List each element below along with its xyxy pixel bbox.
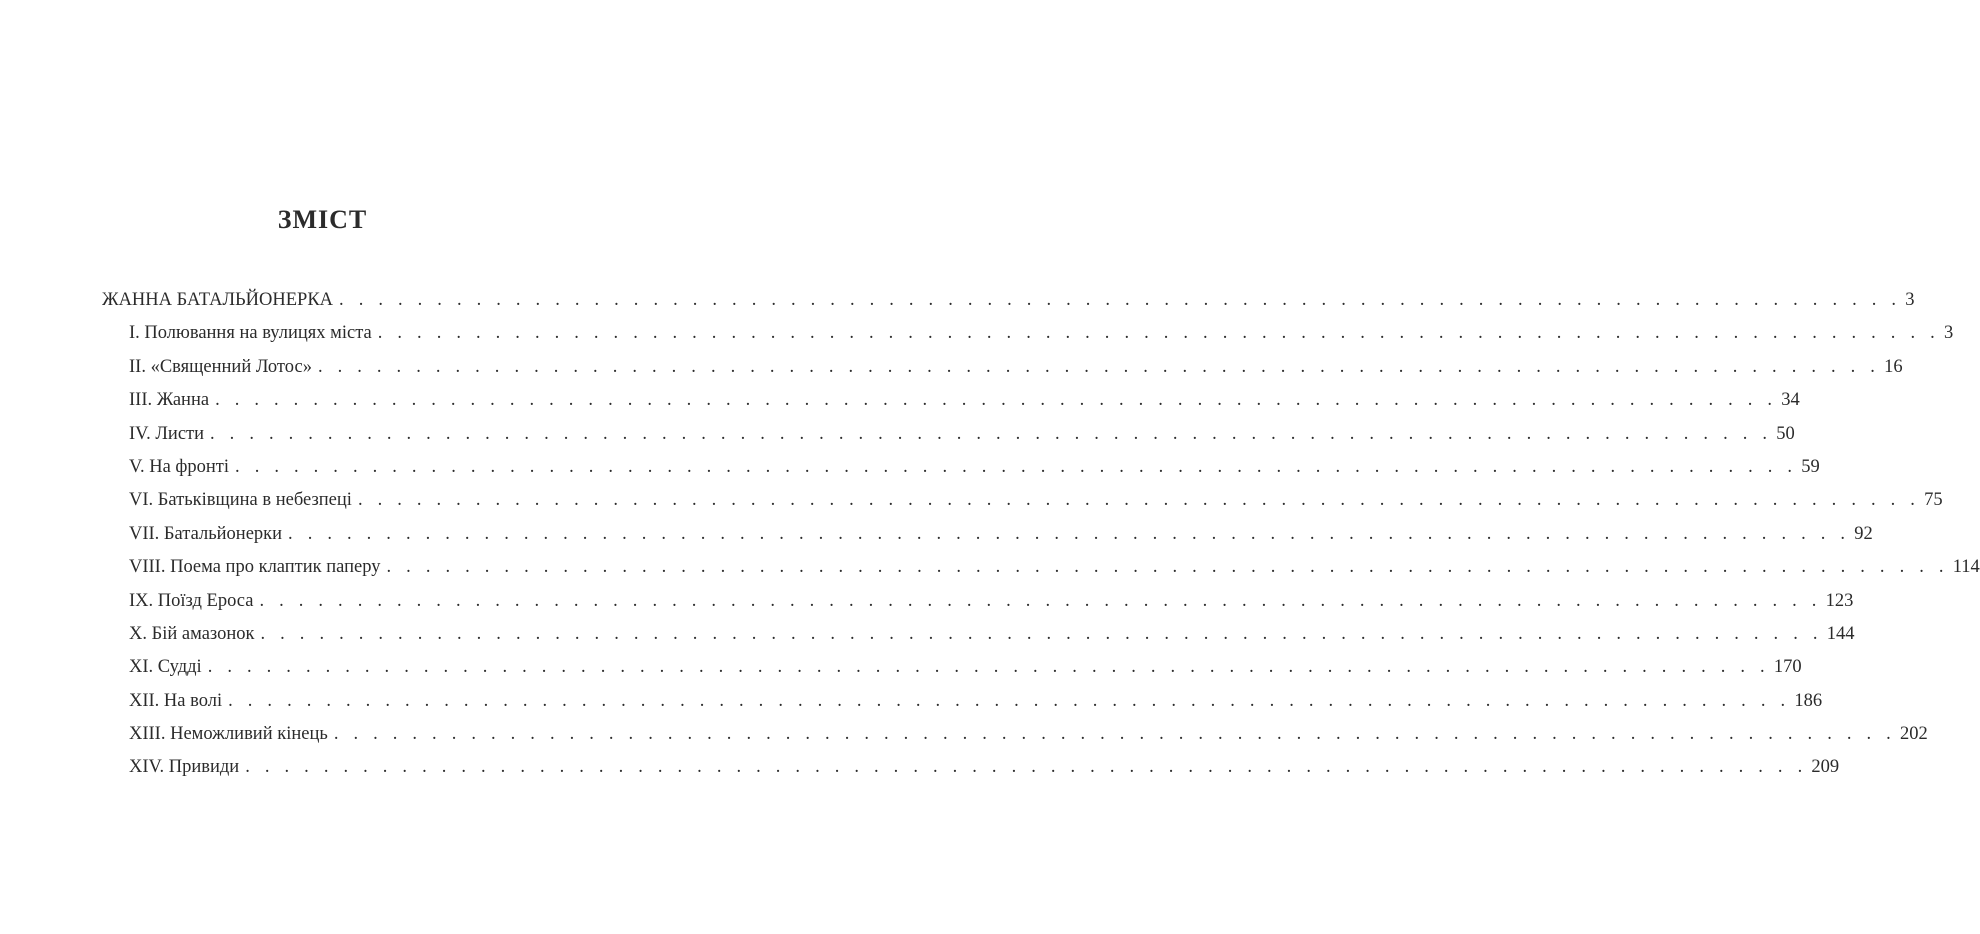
toc-heading: ЗМІСТ (277, 205, 368, 234)
toc-chapter-entry (102, 585, 1854, 618)
dot-leader: . . . . . . . . . . . . . . . . . . . . . . . . . . . . . . . . . . . . . . . . . . . . . . . . . . . . . . . . . . . . . . . . . . . . . . . . . . . . . . . . (357, 490, 1921, 511)
toc-chapter-entry (102, 351, 1903, 384)
dot-leader: . . . . . . . . . . . . . . . . . . . . . . . . . . . . . . . . . . . . . . . . . . . . . . . . . . . . . . . . . . . . . . . . . . . . . . . . . . . . . . . . (333, 724, 1896, 745)
toc-entry-title: X. Бій амазонок (129, 623, 255, 644)
toc-entry-page-number: 16 (1884, 356, 1903, 377)
toc-entry-page-number: 3 (1905, 290, 1915, 310)
toc-entry-page-number: 170 (1773, 657, 1802, 678)
dot-leader: . . . . . . . . . . . . . . . . . . . . . . . . . . . . . . . . . . . . . . . . . . . . . . . . . . . . . . . . . . . . . . . . . . . . . . . . . . . . . . . . (339, 290, 1902, 310)
toc-entry-title: VII. Батальйонерки (129, 523, 283, 544)
toc-chapter-entry (102, 551, 1980, 584)
toc-chapter-entry (102, 751, 1840, 784)
table-of-contents (102, 284, 1980, 785)
toc-chapter-entry (102, 317, 1954, 350)
toc-entry-page-number: 186 (1794, 690, 1823, 711)
toc-entry-page-number: 50 (1776, 423, 1795, 444)
toc-chapter-entry (102, 451, 1820, 484)
toc-entry-page-number: 144 (1826, 623, 1855, 644)
toc-entry-title: XIII. Неможливий кінець (129, 724, 328, 745)
toc-chapter-entry (102, 484, 1943, 517)
dot-leader: . . . . . . . . . . . . . . . . . . . . . . . . . . . . . . . . . . . . . . . . . . . . . . . . . . . . . . . . . . . . . . . . . . . . . . . . . . . . . . . . (259, 590, 1822, 611)
toc-chapter-entry (102, 384, 1800, 417)
toc-chapter-entry (102, 718, 1928, 751)
toc-entry-title: ЖАННА БАТАЛЬЙОНЕРКА (102, 290, 334, 310)
dot-leader: . . . . . . . . . . . . . . . . . . . . . . . . . . . . . . . . . . . . . . . . . . . . . . . . . . . . . . . . . . . . . . . . . . . . . . . . . . . . . . . . (386, 557, 1949, 578)
dot-leader: . . . . . . . . . . . . . . . . . . . . . . . . . . . . . . . . . . . . . . . . . . . . . . . . . . . . . . . . . . . . . . . . . . . . . . . . . . . . . . . . (317, 356, 1881, 377)
toc-chapter-entry (102, 651, 1802, 684)
toc-entry-title: XIV. Привиди (129, 757, 240, 778)
toc-entry-page-number: 75 (1924, 490, 1943, 511)
dot-leader: . . . . . . . . . . . . . . . . . . . . . . . . . . . . . . . . . . . . . . . . . . . . . . . . . . . . . . . . . . . . . . . . . . . . . . . . . . . . . . . . (245, 757, 1808, 778)
toc-entry-title: III. Жанна (129, 390, 210, 411)
toc-entry-title: VIII. Поема про клаптик паперу (129, 557, 381, 578)
toc-entry-page-number: 123 (1825, 590, 1854, 611)
dot-leader: . . . . . . . . . . . . . . . . . . . . . . . . . . . . . . . . . . . . . . . . . . . . . . . . . . . . . . . . . . . . . . . . . . . . . . . . . . . . . . . . (215, 390, 1778, 411)
toc-entry-page-number: 59 (1801, 456, 1820, 477)
dot-leader: . . . . . . . . . . . . . . . . . . . . . . . . . . . . . . . . . . . . . . . . . . . . . . . . . . . . . . . . . . . . . . . . . . . . . . . . . . . . . . . . (288, 523, 1851, 544)
dot-leader: . . . . . . . . . . . . . . . . . . . . . . . . . . . . . . . . . . . . . . . . . . . . . . . . . . . . . . . . . . . . . . . . . . . . . . . . . . . . . . . . (207, 657, 1770, 678)
toc-entry-title: II. «Священний Лотос» (129, 356, 312, 377)
toc-entry-page-number: 114 (1952, 557, 1980, 578)
toc-chapter-entry (102, 518, 1873, 551)
dot-leader: . . . . . . . . . . . . . . . . . . . . . . . . . . . . . . . . . . . . . . . . . . . . . . . . . . . . . . . . . . . . . . . . . . . . . . . . . . . . . . . . (210, 423, 1773, 444)
toc-entry-title: I. Полювання на вулицях міста (129, 323, 372, 344)
toc-entry-title: XII. На волі (129, 690, 223, 711)
dot-leader: . . . . . . . . . . . . . . . . . . . . . . . . . . . . . . . . . . . . . . . . . . . . . . . . . . . . . . . . . . . . . . . . . . . . . . . . . . . . . . . . (235, 456, 1798, 477)
toc-entry-page-number: 202 (1900, 724, 1928, 745)
dot-leader: . . . . . . . . . . . . . . . . . . . . . . . . . . . . . . . . . . . . . . . . . . . . . . . . . . . . . . . . . . . . . . . . . . . . . . . . . . . . . . . . (377, 323, 1940, 344)
dot-leader: . . . . . . . . . . . . . . . . . . . . . . . . . . . . . . . . . . . . . . . . . . . . . . . . . . . . . . . . . . . . . . . . . . . . . . . . . . . . . . . . (260, 623, 1823, 644)
dot-leader: . . . . . . . . . . . . . . . . . . . . . . . . . . . . . . . . . . . . . . . . . . . . . . . . . . . . . . . . . . . . . . . . . . . . . . . . . . . . . . . . (228, 690, 1791, 711)
toc-entry-page-number: 3 (1943, 323, 1954, 344)
toc-entry-title: IV. Листи (129, 423, 205, 444)
toc-entry-title: XI. Судді (129, 657, 202, 678)
toc-chapter-entry (102, 418, 1795, 451)
toc-part-entry (102, 284, 1915, 317)
toc-entry-page-number: 209 (1811, 757, 1840, 778)
toc-entry-title: IX. Поїзд Ероса (129, 590, 254, 611)
toc-chapter-entry (102, 618, 1855, 651)
toc-entry-title: V. На фронті (129, 456, 230, 477)
toc-entry-page-number: 92 (1854, 523, 1873, 544)
toc-entry-page-number: 34 (1781, 390, 1800, 411)
toc-chapter-entry (102, 685, 1823, 718)
toc-entry-title: VI. Батьківщина в небезпеці (129, 490, 352, 511)
